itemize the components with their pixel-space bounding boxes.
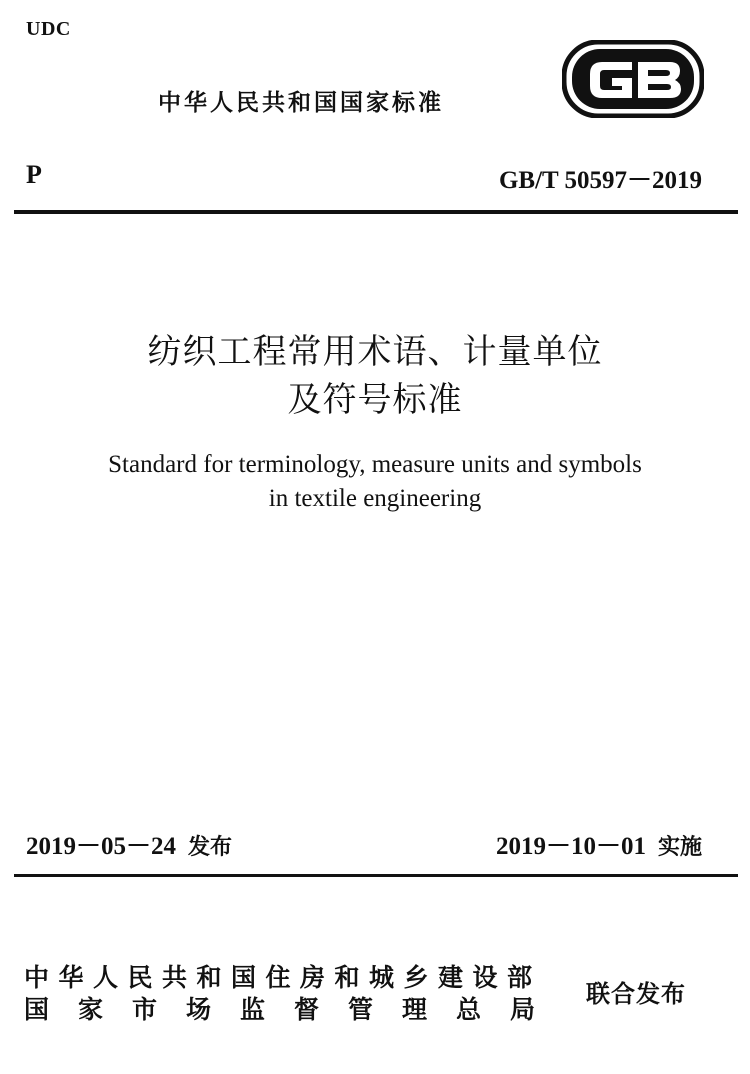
top-divider	[14, 210, 738, 214]
standard-number: GB/T 50597－2019	[498, 167, 702, 194]
issue-date-block	[26, 826, 232, 862]
issuer-ministry: 中华人民共和国住房和城乡建设部	[24, 963, 542, 992]
bottom-divider	[14, 874, 738, 877]
issuer-administration: 国家市场监督管理总局	[24, 995, 565, 1024]
issue-label: 发布	[188, 835, 233, 860]
issue-date: 2019－05－24	[26, 833, 177, 860]
gb-logo-graphic	[562, 40, 704, 118]
category-code: P	[26, 160, 42, 189]
udc-label: UDC	[26, 18, 71, 40]
effective-date: 2019－10－01	[495, 833, 646, 860]
gb-logo	[562, 40, 704, 118]
title-english-line-1: Standard for terminology, measure units and symbols	[108, 451, 642, 478]
effective-label: 实施	[657, 835, 702, 860]
title-english-line-2: in textile engineering	[268, 485, 482, 512]
national-standard-heading: 中华人民共和国国家标准	[158, 90, 444, 116]
joint-issue-label: 联合发布	[586, 980, 686, 1008]
effective-date-block	[496, 826, 702, 862]
title-chinese-line-1: 纺织工程常用术语、计量单位	[147, 332, 603, 372]
title-chinese-line-2: 及符号标准	[287, 380, 463, 420]
